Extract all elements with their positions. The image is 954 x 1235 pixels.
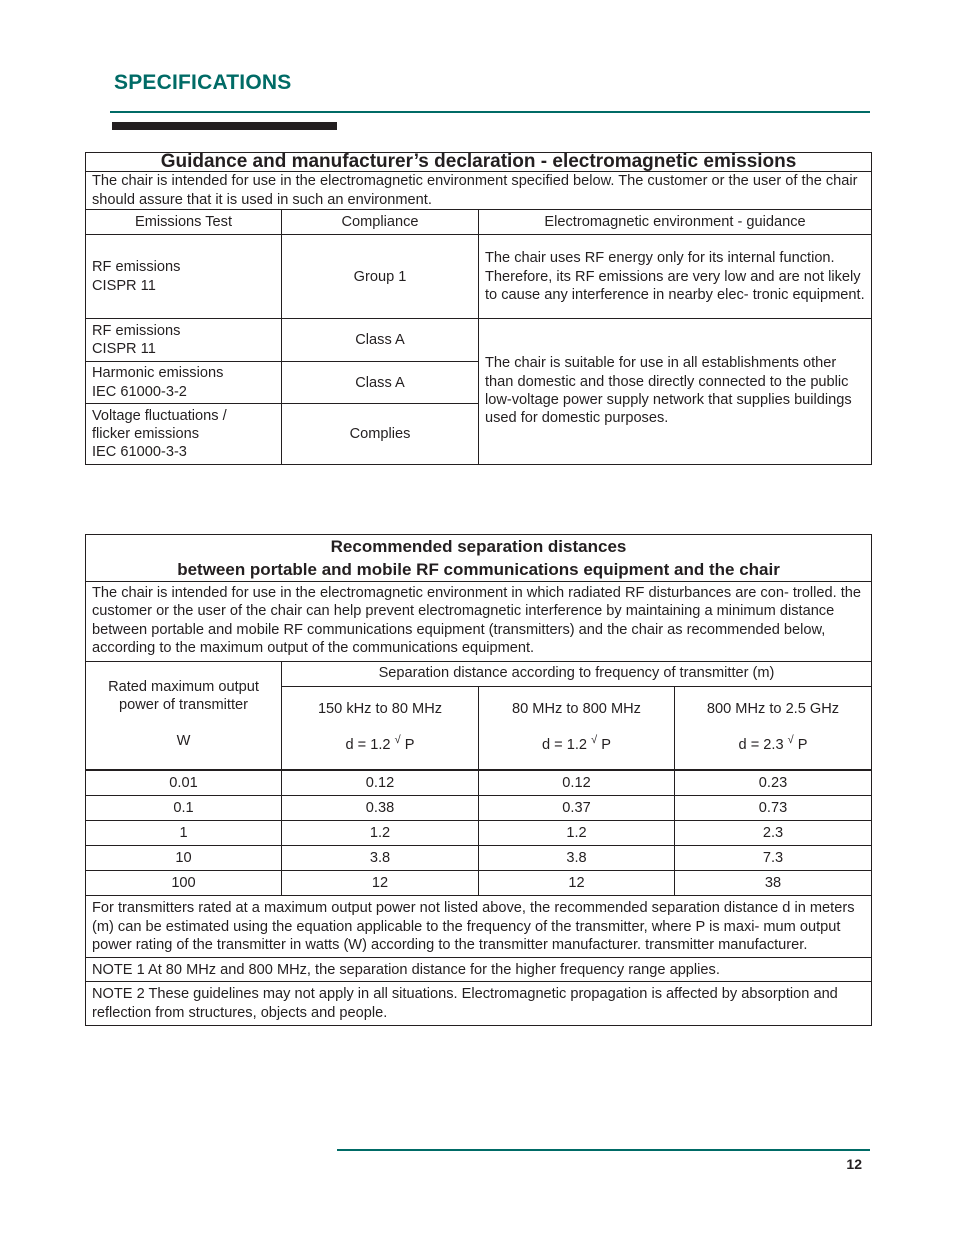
distance-cell: 0.12 [282,770,479,796]
power-cell: 1 [86,821,282,846]
table-row [86,796,872,821]
power-cell: 0.1 [86,796,282,821]
distance-cell: 1.2 [479,821,675,846]
compliance-cell: Class A [282,362,479,404]
power-cell: 100 [86,871,282,896]
distance-cell: 12 [479,871,675,896]
separation-note-main: For transmitters rated at a maximum output power not listed above, the recommended separation distance d in meters (m) can be estimated using the equation applicable to the frequency of the transmitter, where P is maxi- mum output power rating of the transmitter in watts (W) according to the transmitter manufacturer. transmitter manufacturer. [86,896,872,958]
footer-rule [337,1149,870,1151]
compliance-cell: Group 1 [282,235,479,319]
emissions-test-line: RF emissions [92,322,181,339]
band-header [479,686,675,770]
emissions-test-line: flicker emissions [92,426,200,443]
guidance-cell: The chair is suitable for use in all establishments other than domestic and those directly connected to the public low-voltage power supply network that supplies buildings used for domestic purposes. [479,319,872,465]
table-row [86,846,872,871]
sqrt-symbol: √ [394,734,401,747]
power-header [86,661,282,770]
distance-cell: 3.8 [479,846,675,871]
page-number: 12 [846,1156,862,1172]
sqrt-symbol: √ [787,734,794,747]
emissions-intro: The chair is intended for use in the electromagnetic environment specified below. The customer or the user of the chair should assure that it is used in such an environment. [86,172,872,210]
emissions-test-cell [86,319,282,362]
separation-title [86,535,872,582]
distance-cell: 0.37 [479,796,675,821]
emissions-test-line: Harmonic emissions [92,365,224,382]
power-cell: 10 [86,846,282,871]
table-row [86,821,872,846]
sqrt-symbol: √ [591,734,598,747]
separation-note-1: NOTE 1 At 80 MHz and 800 MHz, the separation distance for the higher frequency range applies. [86,958,872,982]
page-title: SPECIFICATIONS [114,71,292,94]
distance-cell: 1.2 [282,821,479,846]
band-header [675,686,872,770]
emissions-test-line: CISPR 11 [92,277,156,294]
table-row [86,871,872,896]
emissions-test-line: IEC 61000-3-3 [92,444,187,461]
emissions-test-line: IEC 61000-3-2 [92,383,187,400]
table-row [86,770,872,796]
band-range: 80 MHz to 800 MHz [512,700,641,717]
distance-cell: 3.8 [282,846,479,871]
distance-cell: 0.12 [479,770,675,796]
column-header-guidance: Electromagnetic environment - guidance [479,210,872,235]
emissions-test-line: CISPR 11 [92,341,156,358]
table-row [86,319,872,362]
emissions-test-cell [86,362,282,404]
header-bar [112,122,337,130]
distance-cell: 0.23 [675,770,872,796]
emissions-table [85,152,872,465]
distance-cell: 12 [282,871,479,896]
separation-title-line: Recommended separation distances [330,537,627,556]
band-range: 800 MHz to 2.5 GHz [706,700,840,717]
distance-cell: 0.73 [675,796,872,821]
distance-cell: 0.38 [282,796,479,821]
emissions-test-line: Voltage fluctuations / [92,407,227,424]
compliance-cell: Class A [282,319,479,362]
emissions-test-line: RF emissions [92,259,181,276]
band-range: 150 kHz to 80 MHz [317,700,443,717]
power-unit: W [176,733,191,750]
distance-header: Separation distance according to frequency of transmitter (m) [282,661,872,686]
distance-cell: 2.3 [675,821,872,846]
band-header [282,686,479,770]
band-equation: d = 2.3 √ P [738,734,808,754]
header-rule [110,111,870,113]
separation-note-2: NOTE 2 These guidelines may not apply in all situations. Electromagnetic propagation is affected by absorption and reflection from structures, objects and people. [86,982,872,1026]
power-header-line: Rated maximum output [108,678,259,695]
column-header-compliance: Compliance [282,210,479,235]
band-equation: d = 1.2 √ P [542,734,611,754]
distance-cell: 7.3 [675,846,872,871]
separation-table [85,534,872,1026]
distance-cell: 38 [675,871,872,896]
compliance-cell: Complies [282,404,479,465]
guidance-cell: The chair uses RF energy only for its internal function. Therefore, its RF emissions are very low and are not likely to cause any interference in nearby elec- tronic equipment. [479,235,872,319]
table-row [86,235,872,319]
power-header-line: power of transmitter [119,697,248,714]
emissions-test-cell [86,235,282,319]
emissions-test-cell [86,404,282,465]
column-header-emissions-test: Emissions Test [86,210,282,235]
band-equation: d = 1.2 √ P [345,734,415,754]
power-cell: 0.01 [86,770,282,796]
separation-intro: The chair is intended for use in the electromagnetic environment in which radiated RF disturbances are con- trolled. the customer or the user of the chair can help prevent electromagnetic interference by maintaining a minimum distance between portable and mobile RF communications equipment (transmitters) and the chair as recommended below, according to the maximum output of the communications equipment. [86,582,872,662]
emissions-title: Guidance and manufacturer’s declaration - electromagnetic emissions [86,153,872,172]
separation-title-line: between portable and mobile RF communications equipment and the chair [177,560,780,579]
